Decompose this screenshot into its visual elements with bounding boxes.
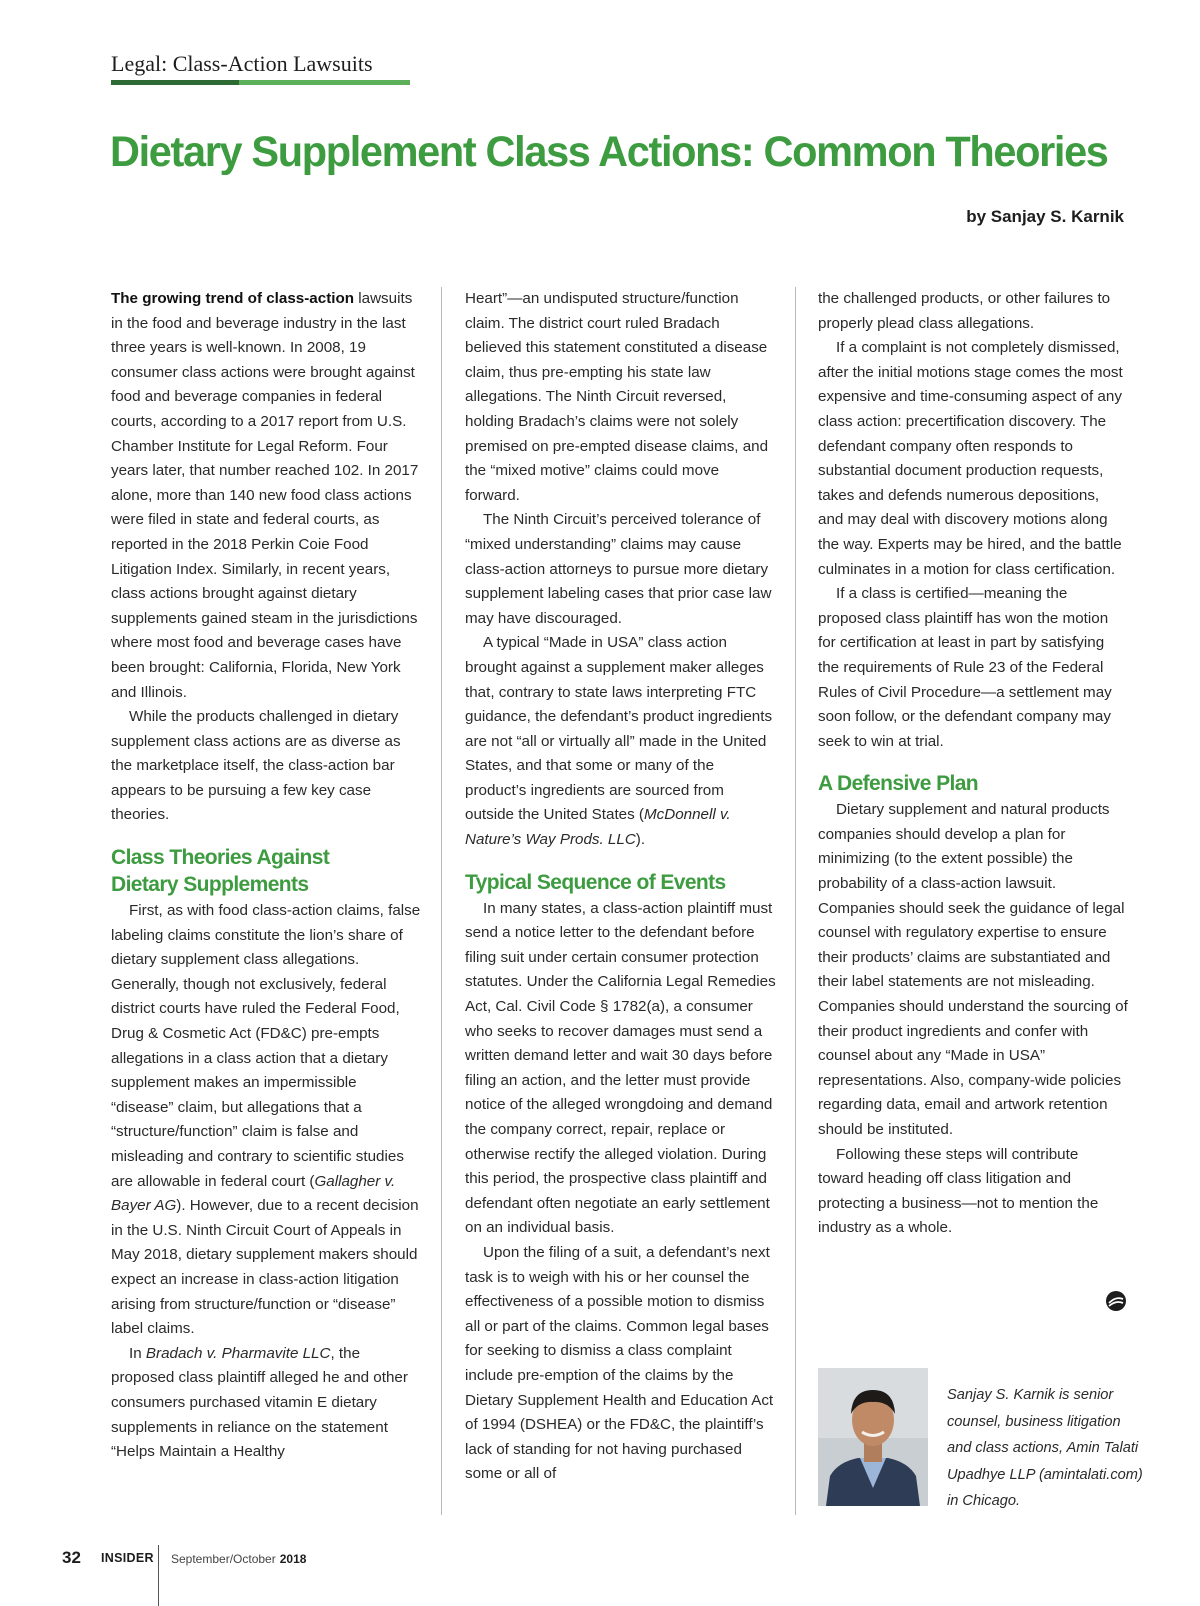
author-bio: Sanjay S. Karnik is senior counsel, business litigation and class actions, Amin Talati Upadhye LLP (amintalati.com) in Chicago. bbox=[947, 1387, 1143, 1510]
paragraph-text: lawsuits in the food and beverage industry in the last three years is well-known. In 2008, 19 consumer class actions were brought against food and beverage companies in federal courts, according to a 2017 report from U.S. Chamber Institute for Legal Reform. Four years later, that number reached 102. In 2017 alone, more than 140 new food class actions were filed in state and federal courts, as reported in the 2018 Perkin Coie Food Litigation Index. Similarly, in recent years, class actions brought against dietary supplements gained steam in the jurisdictions where most food and beverage cases have been brought: California, Florida, New York and Illinois. bbox=[111, 290, 419, 701]
paragraph-text: ). However, due to a recent decision in the U.S. Ninth Circuit Court of Appeals in May 2018, dietary supplement makers should expect an increase in class-action litigation arising from structure/function or “disease” label claims. bbox=[111, 1197, 419, 1338]
column-3 bbox=[818, 287, 1128, 1241]
paragraph: The Ninth Circuit’s perceived tolerance of “mixed understanding” claims may cause class-action attorneys to pursue more dietary supplement labeling cases that prior case law may have discouraged. bbox=[465, 511, 772, 627]
column-divider bbox=[441, 287, 442, 1515]
case-citation: Bradach v. Pharmavite LLC bbox=[145, 1344, 331, 1362]
paragraph bbox=[465, 631, 777, 852]
paragraph-text: A typical “Made in USA” class action brought against a supplement maker alleges that, contrary to state laws interpreting FTC guidance, the defendant’s product ingredients are not “all or virtually all” made in the United States, and that some or many of the product’s ingredients are sourced from outside the United States ( bbox=[465, 634, 773, 824]
section-label: Legal: Class-Action Lawsuits bbox=[111, 51, 373, 76]
case-citation: Gallagher v. Bayer AG bbox=[111, 1172, 396, 1215]
issue-date bbox=[171, 1552, 306, 1566]
paragraph: Heart”—an undisputed structure/function claim. The district court ruled Bradach believed this statement constituted a disease claim, thus pre-empting his state law allegations. The Ninth Circuit reversed, holding Bradach’s claims were not solely premised on pre-empted disease claims, and the “mixed motive” claims could move forward. bbox=[465, 290, 769, 504]
issue-year: 2018 bbox=[279, 1552, 307, 1566]
subhead-typical-sequence: Typical Sequence of Events bbox=[465, 870, 726, 894]
section-bar bbox=[111, 80, 410, 85]
paragraph: While the products challenged in dietary supplement class actions are as diverse as the marketplace itself, the class-action bar appears to be pursuing a few key case theories. bbox=[111, 708, 401, 824]
paragraph bbox=[111, 899, 423, 1342]
issue-months: September/October bbox=[171, 1552, 276, 1566]
subhead-class-theories bbox=[111, 844, 423, 898]
section-bar-light bbox=[239, 80, 410, 85]
column-divider bbox=[795, 287, 796, 1515]
byline: by Sanjay S. Karnik bbox=[966, 207, 1124, 226]
paragraph: In many states, a class-action plaintiff must send a notice letter to the defendant before filing suit under certain consumer protection statutes. Under the California Legal Remedies Act, Cal. Civil Code § 1782(a), a consumer who seeks to recover damages must send a written demand letter and wait 30 days before filing an action, and the letter must provide notice of the alleged wrongdoing and demand the company correct, repair, replace or otherwise rectify the alleged violation. During this period, the prospective class plaintiff and defendant often negotiate an early settlement on an individual basis. bbox=[465, 899, 776, 1237]
end-mark-icon bbox=[1105, 1290, 1127, 1312]
subhead-defensive-plan: A Defensive Plan bbox=[818, 772, 979, 796]
column-1 bbox=[111, 287, 423, 1465]
subhead-line: Dietary Supplements bbox=[111, 873, 309, 897]
paragraph bbox=[111, 1342, 423, 1465]
magazine-name: INSIDER bbox=[101, 1551, 154, 1565]
paragraph-text: First, as with food class-action claims, false labeling claims constitute the lion’s share of dietary supplement class allegations. Generally, though not exclusively, federal district courts have ruled the Federal Food, Drug & Cosmetic Act (FD&C) pre-empts allegations in a class action that a dietary supplement makes an impermissible “disease” claim, but allegations that a “structure/function” claim is false and misleading and contrary to scientific studies are allowable in federal court ( bbox=[111, 902, 421, 1190]
intro-paragraph bbox=[111, 287, 423, 705]
article-title: Dietary Supplement Class Actions: Common Theories bbox=[110, 128, 1108, 176]
paragraph-text: In bbox=[129, 1344, 146, 1362]
lead-in: The growing trend of class-action bbox=[111, 290, 355, 307]
subhead-line: Class Theories Against bbox=[111, 846, 330, 870]
footer-divider bbox=[158, 1545, 159, 1606]
page-number: 32 bbox=[62, 1548, 81, 1567]
paragraph-text: ). bbox=[635, 831, 646, 849]
paragraph: Upon the filing of a suit, a defendant’s next task is to weigh with his or her counsel the effectiveness of a possible motion to dismiss all or part of the claims. Common legal bases for seeking to dismiss a class complaint include pre-emption of the claims by the Dietary Supplement Health and Education Act of 1994 (DSHEA) or the FD&C, the plaintiff’s lack of standing for not having purchased some or all of bbox=[465, 1243, 774, 1483]
paragraph-text: , the proposed class plaintiff alleged he and other consumers purchased vitamin E dietary supplements in reliance on the statement “Helps Maintain a Healthy bbox=[111, 1344, 408, 1461]
paragraph: the challenged products, or other failures to properly plead class allegations. bbox=[818, 290, 1111, 332]
paragraph: Following these steps will contribute toward heading off class litigation and protecting a business—not to mention the industry as a whole. bbox=[818, 1145, 1099, 1237]
section-bar-dark bbox=[111, 80, 239, 85]
column-2 bbox=[465, 287, 777, 1487]
author-photo bbox=[818, 1368, 928, 1506]
paragraph: If a complaint is not completely dismissed, after the initial motions stage comes the most expensive and time-consuming aspect of any class action: precertification discovery. The defendant company often responds to substantial document production requests, takes and defends numerous depositions, and may deal with discovery motions along the way. Experts may be hired, and the battle culminates in a motion for class certification. bbox=[818, 339, 1123, 578]
paragraph: If a class is certified—meaning the proposed class plaintiff has won the motion for certification at least in part by satisfying the requirements of Rule 23 of the Federal Rules of Civil Procedure—a settlement may soon follow, or the defendant company may seek to win at trial. bbox=[818, 585, 1112, 750]
case-citation: McDonnell v. Nature’s Way Prods. LLC bbox=[465, 806, 731, 849]
paragraph: Dietary supplement and natural products companies should develop a plan for minimizing (to the extent possible) the probability of a class-action lawsuit. Companies should seek the guidance of legal counsel with regulatory expertise to ensure their products’ claims are substantiated and their label statements are not misleading. Companies should understand the sourcing of their product ingredients and confer with counsel about any “Made in USA” representations. Also, company-wide policies regarding data, email and artwork retention should be instituted. bbox=[818, 801, 1128, 1138]
